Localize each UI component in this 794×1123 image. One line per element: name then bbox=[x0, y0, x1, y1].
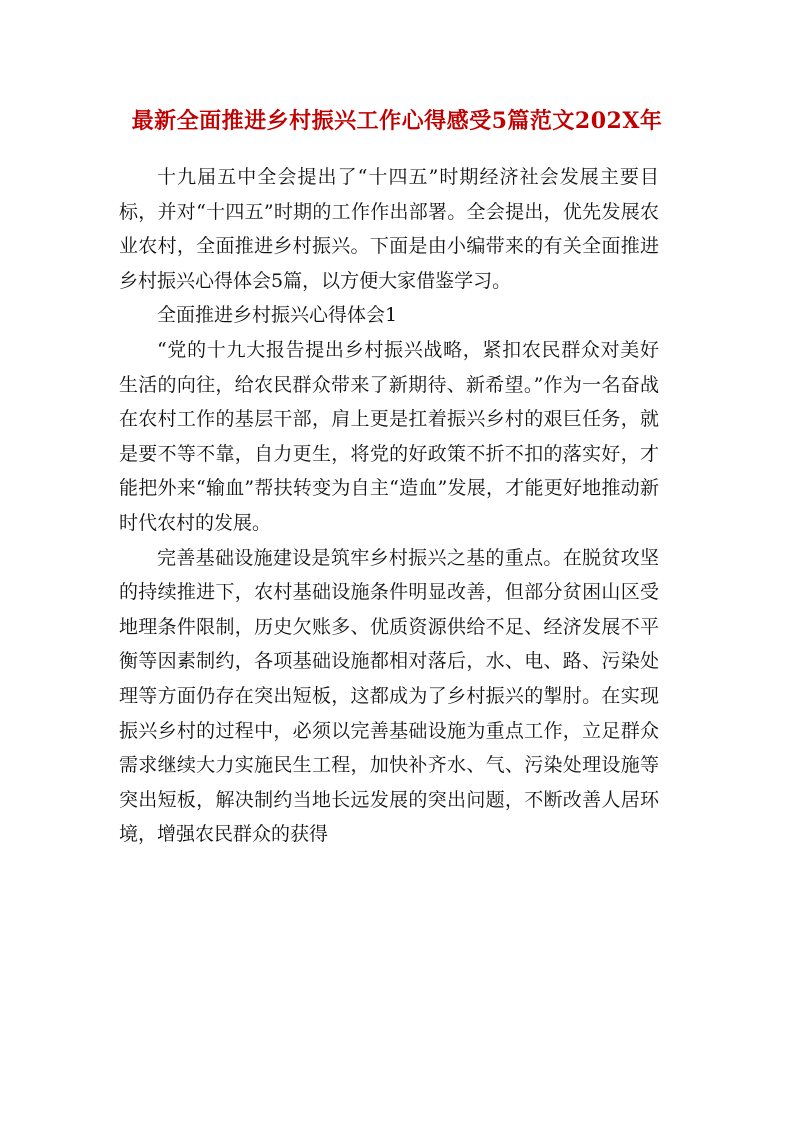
intro-paragraph: 十九届五中全会提出了“十四五”时期经济社会发展主要目标，并对“十四五”时期的工作作出部署。全会提出，优先发展农业农村，全面推进乡村振兴。下面是由小编带来的有关全面推进乡村振兴心得体会5篇，以方便大家借鉴学习。 bbox=[119, 166, 659, 292]
body-paragraph: “党的十九大报告提出乡村振兴战略，紧扣农民群众对美好生活的向往，给农民群众带来了新期待、新希望。”作为一名奋战在农村工作的基层干部，肩上更是扛着振兴乡村的艰巨任务，就是要不等不靠，自力更生，将党的好政策不折不扣的落实好，才能把外来“输血”帮扶转变为自主“造血”发展，才能更好地推动新时代农村的发展。 bbox=[119, 338, 659, 534]
body-paragraph: 完善基础设施建设是筑牢乡村振兴之基的重点。在脱贫攻坚的持续推进下，农村基础设施条件明显改善，但部分贫困山区受地理条件限制，历史欠账多、优质资源供给不足、经济发展不平衡等因素制约，各项基础设施都相对落后，水、电、路、污染处理等方面仍存在突出短板，这都成为了乡村振兴的掣肘。在实现振兴乡村的过程中，必须以完善基础设施为重点工作，立足群众需求继续大力实施民生工程，加快补齐水、气、污染处理设施等突出短板，解决制约当地长远发展的突出问题，不断改善人居环境，增强农民群众的获得 bbox=[119, 546, 659, 846]
section-heading: 全面推进乡村振兴心得体会1 bbox=[157, 304, 398, 327]
document-body bbox=[119, 160, 659, 852]
document-title: 最新全面推进乡村振兴工作心得感受5篇范文202X年 bbox=[131, 108, 663, 134]
